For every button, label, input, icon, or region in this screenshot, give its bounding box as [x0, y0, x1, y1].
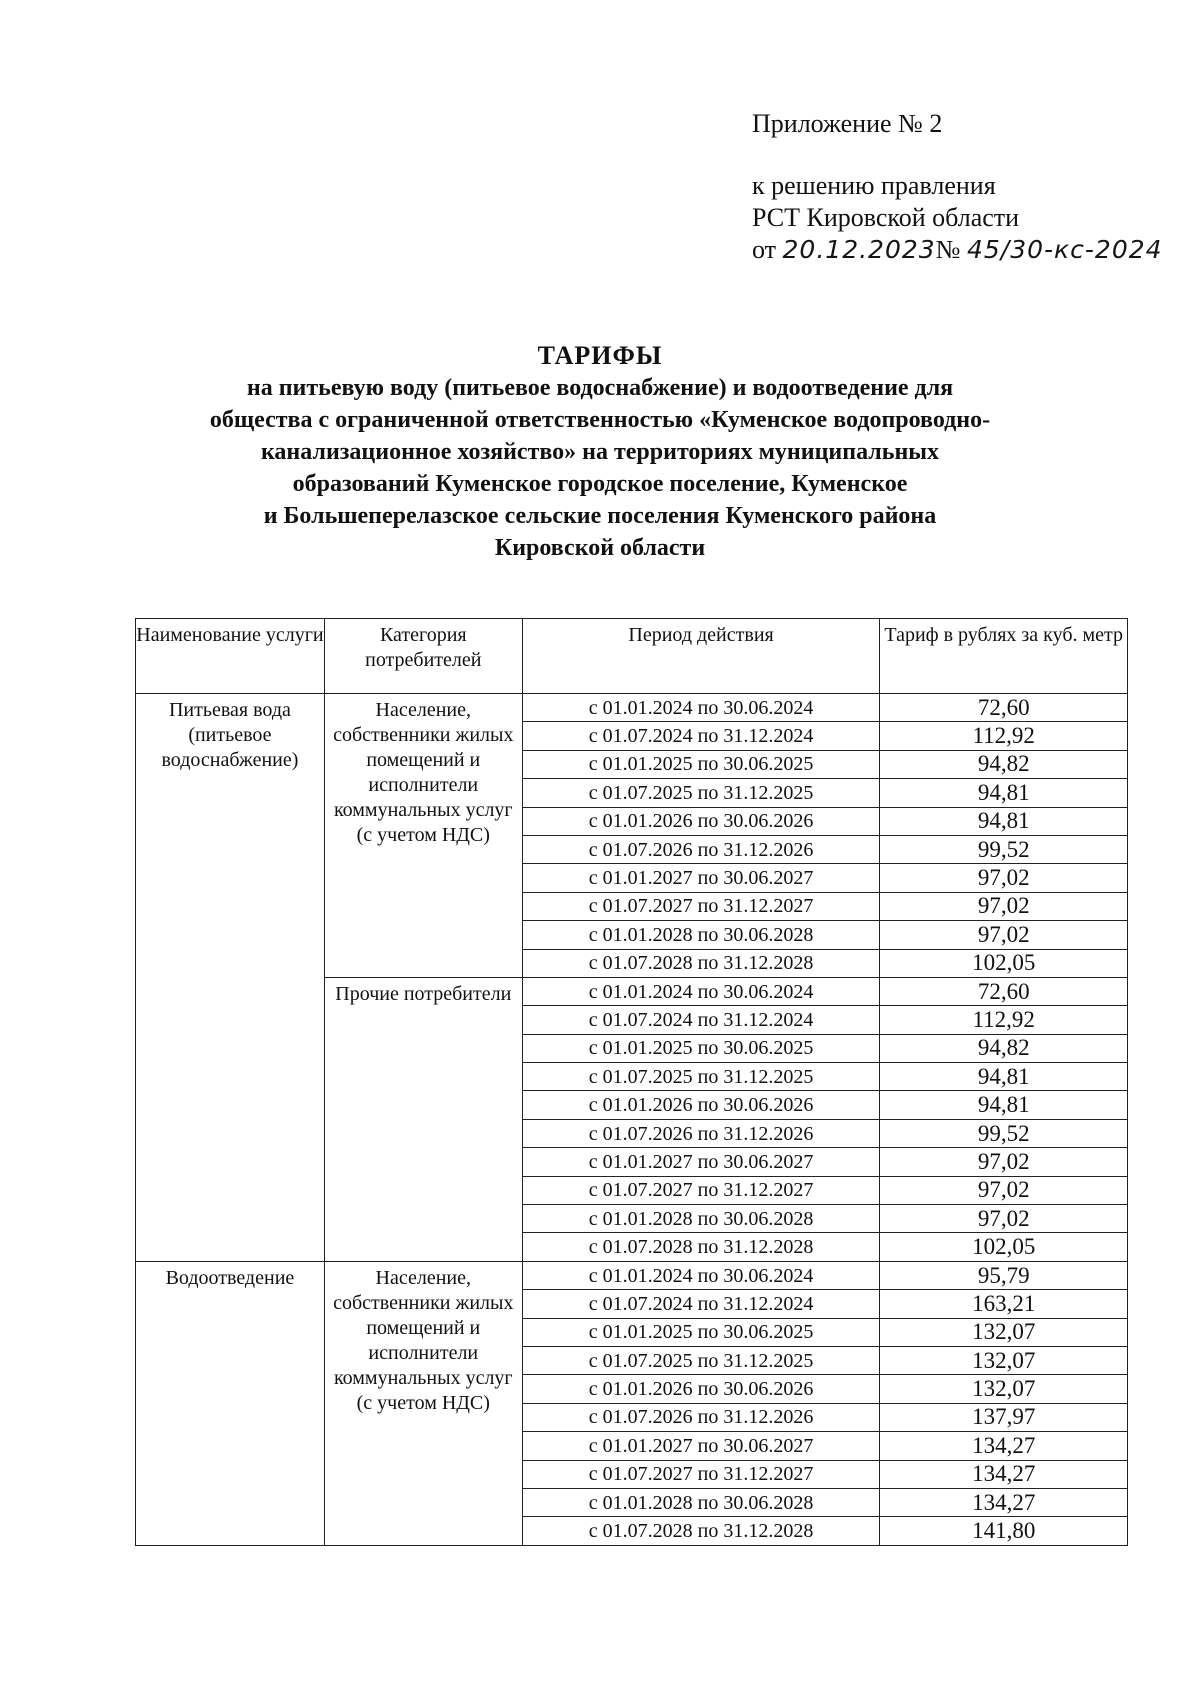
handwritten-number: 45/30-кс-2024: [966, 235, 1163, 264]
tariff-value-cell: 94,81: [880, 807, 1128, 835]
period-cell: с 01.07.2024 по 31.12.2024: [522, 722, 880, 750]
tariff-value-cell: 134,27: [880, 1488, 1128, 1516]
period-cell: с 01.07.2028 по 31.12.2028: [522, 949, 880, 977]
period-cell: с 01.01.2025 по 30.06.2025: [522, 750, 880, 778]
tariff-value-cell: 97,02: [880, 1176, 1128, 1204]
period-cell: с 01.01.2026 по 30.06.2026: [522, 1091, 880, 1119]
table-row: [136, 1261, 1128, 1289]
period-cell: с 01.01.2024 по 30.06.2024: [522, 977, 880, 1005]
title-line: общества с ограниченной ответственностью «Куменское водопроводно-: [209, 407, 991, 433]
table-header-row: [136, 619, 1128, 694]
tariff-table: [135, 618, 1128, 1546]
tariff-value-cell: 94,81: [880, 1091, 1128, 1119]
period-cell: с 01.07.2024 по 31.12.2024: [522, 1006, 880, 1034]
document-title: [150, 340, 1050, 564]
period-cell: с 01.07.2025 по 31.12.2025: [522, 1346, 880, 1374]
tariff-value-cell: 72,60: [880, 977, 1128, 1005]
tariff-value-cell: 97,02: [880, 864, 1128, 892]
period-cell: с 01.07.2028 по 31.12.2028: [522, 1517, 880, 1545]
period-cell: с 01.07.2028 по 31.12.2028: [522, 1233, 880, 1261]
tariff-value-cell: 99,52: [880, 1119, 1128, 1147]
tariff-value-cell: 112,92: [880, 1006, 1128, 1034]
tariff-value-cell: 99,52: [880, 835, 1128, 863]
tariff-value-cell: 137,97: [880, 1403, 1128, 1431]
title-line: и Большеперелазское сельские поселения Куменского района: [263, 503, 937, 529]
title-main: ТАРИФЫ: [537, 341, 663, 370]
tariff-value-cell: 94,81: [880, 1063, 1128, 1091]
table-row: [136, 694, 1128, 722]
period-cell: с 01.01.2024 по 30.06.2024: [522, 694, 880, 722]
tariff-value-cell: 134,27: [880, 1460, 1128, 1488]
appendix-date-line: [752, 234, 1163, 266]
tariff-value-cell: 134,27: [880, 1432, 1128, 1460]
title-line: на питьевую воду (питьевое водоснабжение) и водоотведение для: [246, 375, 954, 401]
title-line: канализационное хозяйство» на территориях муниципальных: [260, 439, 940, 465]
period-cell: с 01.07.2024 по 31.12.2024: [522, 1290, 880, 1318]
tariff-value-cell: 102,05: [880, 949, 1128, 977]
appendix-header: [752, 108, 1163, 266]
tariff-value-cell: 97,02: [880, 921, 1128, 949]
period-cell: с 01.07.2027 по 31.12.2027: [522, 892, 880, 920]
tariff-value-cell: 112,92: [880, 722, 1128, 750]
title-line: Кировской области: [494, 535, 706, 561]
period-cell: с 01.07.2026 по 31.12.2026: [522, 835, 880, 863]
period-cell: с 01.01.2028 по 30.06.2028: [522, 1488, 880, 1516]
period-cell: с 01.01.2024 по 30.06.2024: [522, 1261, 880, 1289]
header-category: Категория потребителей: [324, 619, 522, 694]
header-service: Наименование услуги: [136, 619, 325, 694]
consumer-category-cell: Прочие потребители: [324, 977, 522, 1261]
period-cell: с 01.01.2025 по 30.06.2025: [522, 1318, 880, 1346]
number-sign: №: [935, 235, 961, 264]
period-cell: с 01.07.2027 по 31.12.2027: [522, 1460, 880, 1488]
tariff-value-cell: 141,80: [880, 1517, 1128, 1545]
period-cell: с 01.01.2027 по 30.06.2027: [522, 1148, 880, 1176]
tariff-value-cell: 94,81: [880, 779, 1128, 807]
period-cell: с 01.01.2027 по 30.06.2027: [522, 1432, 880, 1460]
appendix-line-1: к решению правления: [752, 171, 996, 200]
handwritten-date: 20.12.2023: [782, 235, 936, 264]
period-cell: с 01.01.2028 по 30.06.2028: [522, 921, 880, 949]
tariff-value-cell: 102,05: [880, 1233, 1128, 1261]
header-tariff: Тариф в рублях за куб. метр: [880, 619, 1128, 694]
tariff-value-cell: 163,21: [880, 1290, 1128, 1318]
appendix-number: Приложение № 2: [752, 109, 943, 138]
tariff-value-cell: 95,79: [880, 1261, 1128, 1289]
date-prefix: от: [752, 235, 777, 264]
tariff-value-cell: 132,07: [880, 1346, 1128, 1374]
period-cell: с 01.07.2025 по 31.12.2025: [522, 779, 880, 807]
header-period: Период действия: [522, 619, 880, 694]
period-cell: с 01.07.2025 по 31.12.2025: [522, 1063, 880, 1091]
tariff-value-cell: 97,02: [880, 1148, 1128, 1176]
tariff-value-cell: 97,02: [880, 892, 1128, 920]
period-cell: с 01.01.2027 по 30.06.2027: [522, 864, 880, 892]
period-cell: с 01.01.2026 по 30.06.2026: [522, 1375, 880, 1403]
title-line: образований Куменское городское поселение, Куменское: [292, 471, 908, 497]
period-cell: с 01.01.2028 по 30.06.2028: [522, 1205, 880, 1233]
tariff-value-cell: 72,60: [880, 694, 1128, 722]
tariff-value-cell: 132,07: [880, 1375, 1128, 1403]
period-cell: с 01.07.2026 по 31.12.2026: [522, 1403, 880, 1431]
appendix-line-2: РСТ Кировской области: [752, 203, 1020, 232]
tariff-value-cell: 94,82: [880, 1034, 1128, 1062]
tariff-value-cell: 132,07: [880, 1318, 1128, 1346]
period-cell: с 01.07.2027 по 31.12.2027: [522, 1176, 880, 1204]
tariff-value-cell: 94,82: [880, 750, 1128, 778]
period-cell: с 01.01.2025 по 30.06.2025: [522, 1034, 880, 1062]
tariff-value-cell: 97,02: [880, 1205, 1128, 1233]
consumer-category-cell: Население, собственники жилых помещений и исполнители коммунальных услуг (с учетом НДС): [324, 1261, 522, 1545]
service-name-cell: Водоотведение: [136, 1261, 325, 1545]
period-cell: с 01.07.2026 по 31.12.2026: [522, 1119, 880, 1147]
consumer-category-cell: Население, собственники жилых помещений и исполнители коммунальных услуг (с учетом НДС): [324, 694, 522, 978]
period-cell: с 01.01.2026 по 30.06.2026: [522, 807, 880, 835]
service-name-cell: Питьевая вода (питьевое водоснабжение): [136, 694, 325, 1262]
